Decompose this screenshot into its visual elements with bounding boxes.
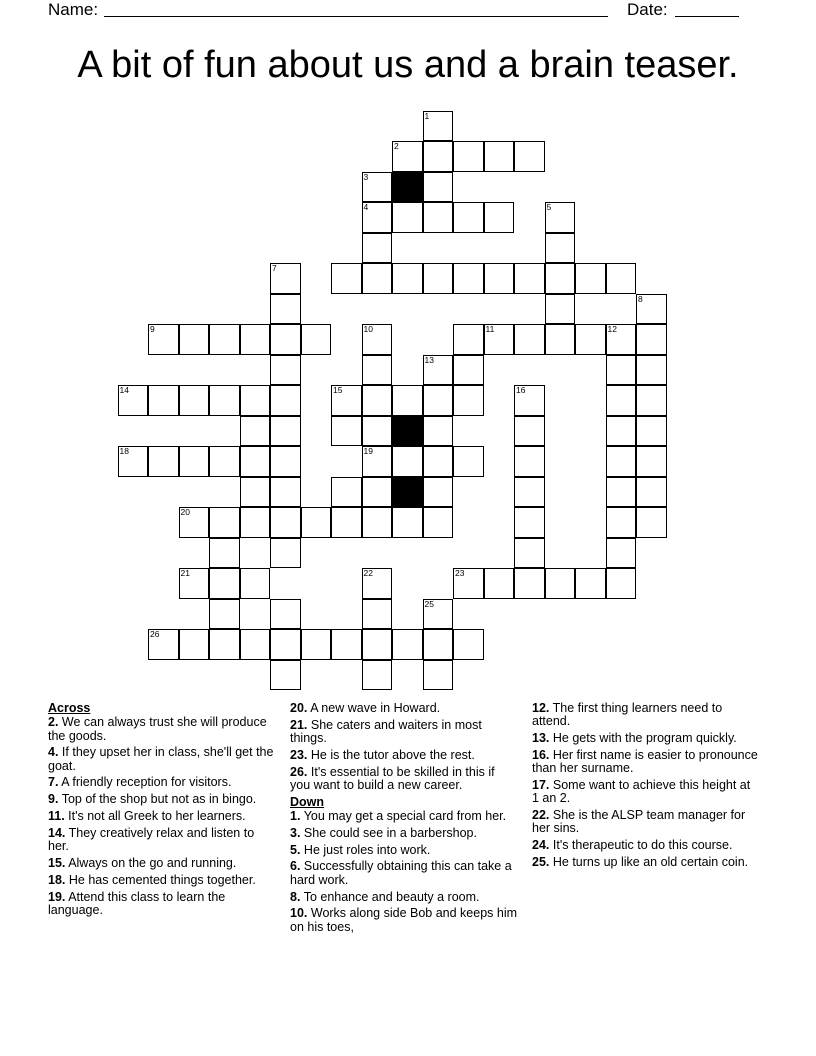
black-cell bbox=[392, 172, 423, 203]
black-cell bbox=[392, 477, 423, 508]
grid-cell[interactable] bbox=[331, 507, 362, 538]
grid-cell[interactable] bbox=[392, 263, 423, 294]
clue-number: 10 bbox=[363, 324, 373, 334]
clue-text: They creatively relax and listen to her. bbox=[48, 825, 255, 854]
grid-cell[interactable] bbox=[240, 446, 271, 477]
grid-cell[interactable] bbox=[484, 141, 515, 172]
grid-cell[interactable] bbox=[148, 385, 179, 416]
clue-item bbox=[290, 891, 518, 904]
grid-cell[interactable] bbox=[179, 385, 210, 416]
grid-cell[interactable] bbox=[636, 507, 667, 538]
clue-text: Always on the go and running. bbox=[68, 855, 237, 870]
clue-text: A new wave in Howard. bbox=[310, 701, 441, 715]
grid-cell[interactable] bbox=[179, 507, 210, 538]
grid-cell[interactable] bbox=[179, 446, 210, 477]
clue-number: 23 bbox=[455, 568, 465, 578]
clue-text: He has cemented things together. bbox=[68, 872, 256, 887]
grid-cell[interactable] bbox=[453, 568, 484, 599]
grid-cell[interactable] bbox=[270, 294, 301, 325]
clue-num: 19. bbox=[48, 889, 66, 904]
grid-cell[interactable] bbox=[423, 477, 454, 508]
clue-item bbox=[532, 839, 760, 852]
grid-cell[interactable] bbox=[514, 324, 545, 355]
grid-cell[interactable] bbox=[209, 538, 240, 569]
grid-cell[interactable] bbox=[270, 629, 301, 660]
grid-cell[interactable] bbox=[514, 141, 545, 172]
grid-cell[interactable] bbox=[606, 477, 637, 508]
grid-cell[interactable] bbox=[545, 202, 576, 233]
clue-text: Successfully obtaining this can take a hard work. bbox=[290, 859, 512, 887]
clue-num: 1. bbox=[290, 809, 301, 824]
clue-num: 24. bbox=[532, 838, 550, 853]
grid-cell[interactable] bbox=[362, 385, 393, 416]
grid-cell[interactable] bbox=[423, 507, 454, 538]
grid-cell[interactable] bbox=[423, 172, 454, 203]
clue-item bbox=[290, 827, 518, 840]
clue-number: 11 bbox=[485, 324, 495, 334]
clue-num: 5. bbox=[290, 842, 301, 857]
clue-number: 21 bbox=[180, 568, 190, 578]
grid-cell[interactable] bbox=[423, 385, 454, 416]
clue-item bbox=[532, 856, 760, 869]
grid-cell[interactable] bbox=[240, 629, 271, 660]
grid-cell[interactable] bbox=[636, 385, 667, 416]
grid-cell[interactable] bbox=[514, 477, 545, 508]
grid-cell[interactable] bbox=[423, 629, 454, 660]
grid-cell[interactable] bbox=[453, 141, 484, 172]
clue-number: 7 bbox=[272, 263, 277, 273]
grid-cell[interactable] bbox=[118, 385, 149, 416]
name-label: Name: bbox=[48, 0, 99, 19]
grid-cell[interactable] bbox=[545, 233, 576, 264]
grid-cell[interactable] bbox=[484, 324, 515, 355]
grid-cell[interactable] bbox=[240, 507, 271, 538]
clue-number: 4 bbox=[363, 202, 369, 212]
grid-cell[interactable] bbox=[331, 629, 362, 660]
grid-cell[interactable] bbox=[453, 355, 484, 386]
grid-cell[interactable] bbox=[270, 263, 301, 294]
grid-cell[interactable] bbox=[179, 568, 210, 599]
clue-item bbox=[48, 776, 276, 789]
clue-item bbox=[290, 907, 518, 934]
down-heading: Down bbox=[290, 794, 325, 809]
grid-cell[interactable] bbox=[423, 416, 454, 447]
grid-cell[interactable] bbox=[636, 355, 667, 386]
clue-number: 26 bbox=[150, 629, 160, 639]
across-heading: Across bbox=[48, 701, 91, 715]
clue-item bbox=[532, 809, 760, 836]
grid-cell[interactable] bbox=[362, 660, 393, 691]
clue-text: We can always trust she will produce the goods. bbox=[48, 715, 267, 743]
clue-num: 17. bbox=[532, 777, 550, 792]
grid-cell[interactable] bbox=[362, 568, 393, 599]
grid-cell[interactable] bbox=[453, 324, 484, 355]
clue-text: It's therapeutic to do this course. bbox=[552, 838, 733, 853]
grid-cell[interactable] bbox=[240, 416, 271, 447]
grid-cell[interactable] bbox=[636, 294, 667, 325]
grid-cell[interactable] bbox=[392, 385, 423, 416]
grid-cell[interactable] bbox=[484, 263, 515, 294]
grid-cell[interactable] bbox=[331, 416, 362, 447]
clue-text: He turns up like an old certain coin. bbox=[552, 854, 749, 869]
grid-cell[interactable] bbox=[301, 629, 332, 660]
grid-cell[interactable] bbox=[270, 446, 301, 477]
clue-item bbox=[290, 702, 518, 715]
clue-text: Her first name is easier to pronounce than her surname. bbox=[532, 747, 758, 776]
grid-cell[interactable] bbox=[514, 385, 545, 416]
grid-cell[interactable] bbox=[636, 324, 667, 355]
grid-cell[interactable] bbox=[209, 599, 240, 630]
clue-item bbox=[290, 766, 518, 793]
clue-text: Top of the shop but not as in bingo. bbox=[61, 792, 257, 807]
clue-num: 14. bbox=[48, 825, 66, 840]
clues-column-2 bbox=[290, 702, 518, 937]
grid-cell[interactable] bbox=[606, 416, 637, 447]
grid-cell[interactable] bbox=[148, 324, 179, 355]
grid-cell[interactable] bbox=[270, 599, 301, 630]
grid-cell[interactable] bbox=[392, 202, 423, 233]
grid-cell[interactable] bbox=[209, 568, 240, 599]
grid-cell[interactable] bbox=[545, 294, 576, 325]
grid-cell[interactable] bbox=[209, 385, 240, 416]
grid-cell[interactable] bbox=[362, 477, 393, 508]
grid-cell[interactable] bbox=[362, 263, 393, 294]
grid-cell[interactable] bbox=[423, 660, 454, 691]
clue-number: 20 bbox=[180, 507, 190, 517]
clue-num: 6. bbox=[290, 859, 301, 874]
grid-cell[interactable] bbox=[392, 141, 423, 172]
grid-cell[interactable] bbox=[423, 111, 454, 142]
grid-cell[interactable] bbox=[148, 629, 179, 660]
grid-cell[interactable] bbox=[270, 416, 301, 447]
grid-cell[interactable] bbox=[636, 477, 667, 508]
clues-column-1 bbox=[48, 702, 276, 921]
grid-cell[interactable] bbox=[606, 355, 637, 386]
grid-cell[interactable] bbox=[606, 507, 637, 538]
clue-item bbox=[48, 716, 276, 743]
clue-num: 26. bbox=[290, 764, 308, 779]
clue-text: She caters and waiters in most things. bbox=[290, 717, 482, 746]
clue-text: The first thing learners need to attend. bbox=[532, 701, 723, 729]
grid-cell[interactable] bbox=[209, 507, 240, 538]
grid-cell[interactable] bbox=[514, 263, 545, 294]
grid-cell[interactable] bbox=[514, 507, 545, 538]
clue-num: 21. bbox=[290, 717, 308, 732]
grid-cell[interactable] bbox=[392, 629, 423, 660]
grid-cell[interactable] bbox=[209, 324, 240, 355]
clue-text: She is the ALSP team manager for her sins. bbox=[532, 808, 746, 836]
clue-number: 12 bbox=[607, 324, 617, 334]
clue-item bbox=[532, 749, 760, 776]
clue-num: 15. bbox=[48, 855, 66, 870]
grid-cell[interactable] bbox=[301, 507, 332, 538]
grid-cell[interactable] bbox=[270, 538, 301, 569]
grid-cell[interactable] bbox=[575, 568, 606, 599]
grid-cell[interactable] bbox=[362, 416, 393, 447]
grid-cell[interactable] bbox=[392, 446, 423, 477]
grid-cell[interactable] bbox=[484, 568, 515, 599]
grid-cell[interactable] bbox=[606, 385, 637, 416]
grid-cell[interactable] bbox=[362, 507, 393, 538]
clue-number: 25 bbox=[424, 598, 434, 609]
clue-num: 20. bbox=[290, 701, 308, 715]
grid-cell[interactable] bbox=[179, 629, 210, 660]
grid-cell[interactable] bbox=[423, 355, 454, 386]
grid-cell[interactable] bbox=[514, 446, 545, 477]
grid-cell[interactable] bbox=[362, 202, 393, 233]
grid-cell[interactable] bbox=[240, 568, 271, 599]
grid-cell[interactable] bbox=[270, 477, 301, 508]
grid-cell[interactable] bbox=[606, 538, 637, 569]
grid-cell[interactable] bbox=[423, 141, 454, 172]
grid-cell[interactable] bbox=[545, 324, 576, 355]
clue-number: 22 bbox=[363, 568, 373, 578]
grid-cell[interactable] bbox=[423, 599, 454, 630]
clue-item bbox=[290, 719, 518, 746]
grid-cell[interactable] bbox=[362, 355, 393, 386]
clue-number: 13 bbox=[424, 354, 434, 365]
clue-text: He is the tutor above the rest. bbox=[310, 747, 475, 762]
grid-cell[interactable] bbox=[240, 385, 271, 416]
clue-num: 16. bbox=[532, 747, 550, 762]
clue-item bbox=[48, 810, 276, 823]
grid-cell[interactable] bbox=[209, 629, 240, 660]
clue-item bbox=[48, 857, 276, 870]
clue-num: 10. bbox=[290, 906, 308, 921]
grid-cell[interactable] bbox=[240, 324, 271, 355]
clue-number: 8 bbox=[638, 293, 643, 304]
clue-text: He gets with the program quickly. bbox=[552, 731, 737, 746]
grid-cell[interactable] bbox=[453, 629, 484, 660]
grid-cell[interactable] bbox=[453, 202, 484, 233]
grid-cell[interactable] bbox=[636, 416, 667, 447]
clue-text: Works along side Bob and keeps him on his toes, bbox=[290, 906, 518, 934]
clue-item bbox=[48, 746, 276, 773]
clue-num: 2. bbox=[48, 715, 59, 730]
grid-cell[interactable] bbox=[209, 446, 240, 477]
clue-item bbox=[48, 827, 276, 854]
clue-number: 15 bbox=[333, 385, 343, 395]
grid-cell[interactable] bbox=[606, 324, 637, 355]
clue-num: 3. bbox=[290, 825, 301, 840]
grid-cell[interactable] bbox=[331, 385, 362, 416]
clue-number: 1 bbox=[424, 110, 430, 121]
grid-cell[interactable] bbox=[270, 355, 301, 386]
clue-num: 22. bbox=[532, 808, 550, 823]
clue-text: To enhance and beauty a room. bbox=[303, 889, 480, 904]
clue-text: It's essential to be skilled in this if you want to build a new career. bbox=[290, 764, 495, 792]
grid-cell[interactable] bbox=[514, 568, 545, 599]
grid-cell[interactable] bbox=[301, 324, 332, 355]
clue-number: 18 bbox=[119, 446, 129, 456]
black-cell bbox=[392, 416, 423, 447]
clue-number: 14 bbox=[119, 385, 129, 395]
grid-cell[interactable] bbox=[118, 446, 149, 477]
clue-num: 4. bbox=[48, 745, 59, 760]
clue-item bbox=[48, 793, 276, 806]
grid-cell[interactable] bbox=[362, 629, 393, 660]
clue-item bbox=[290, 844, 518, 857]
clues-column-3 bbox=[532, 702, 760, 873]
clue-text: He just roles into work. bbox=[303, 842, 431, 857]
clue-number: 9 bbox=[150, 324, 155, 334]
clue-text: It's not all Greek to her learners. bbox=[68, 809, 246, 824]
clue-item bbox=[290, 810, 518, 823]
clue-text: If they upset her in class, she'll get the goat. bbox=[48, 745, 274, 773]
grid-cell[interactable] bbox=[270, 324, 301, 355]
clue-number: 5 bbox=[546, 202, 552, 212]
clue-num: 18. bbox=[48, 872, 66, 887]
grid-cell[interactable] bbox=[362, 599, 393, 630]
clue-num: 13. bbox=[532, 731, 550, 746]
clue-text: A friendly reception for visitors. bbox=[61, 775, 232, 790]
clue-num: 11. bbox=[48, 809, 65, 824]
grid-cell[interactable] bbox=[362, 172, 393, 203]
grid-cell[interactable] bbox=[270, 385, 301, 416]
grid-cell[interactable] bbox=[148, 446, 179, 477]
clue-num: 25. bbox=[532, 854, 550, 869]
clue-num: 23. bbox=[290, 747, 308, 762]
grid-cell[interactable] bbox=[362, 324, 393, 355]
grid-cell[interactable] bbox=[453, 385, 484, 416]
clue-number: 19 bbox=[363, 446, 373, 456]
clue-num: 7. bbox=[48, 775, 59, 790]
grid-cell[interactable] bbox=[362, 233, 393, 264]
clue-item bbox=[532, 702, 760, 729]
clue-number: 3 bbox=[363, 171, 369, 182]
clue-num: 8. bbox=[290, 889, 301, 904]
grid-cell[interactable] bbox=[423, 202, 454, 233]
grid-cell[interactable] bbox=[514, 416, 545, 447]
grid-cell[interactable] bbox=[392, 507, 423, 538]
clue-num: 12. bbox=[532, 701, 550, 715]
grid-cell[interactable] bbox=[423, 446, 454, 477]
clue-text: Some want to achieve this height at 1 an 2. bbox=[532, 777, 751, 806]
grid-cell[interactable] bbox=[423, 263, 454, 294]
clue-item bbox=[532, 732, 760, 745]
grid-cell[interactable] bbox=[606, 568, 637, 599]
grid-cell[interactable] bbox=[514, 538, 545, 569]
clue-item bbox=[48, 891, 276, 918]
grid-cell[interactable] bbox=[331, 263, 362, 294]
grid-cell[interactable] bbox=[606, 263, 637, 294]
grid-cell[interactable] bbox=[636, 446, 667, 477]
grid-cell[interactable] bbox=[179, 324, 210, 355]
clue-item bbox=[532, 779, 760, 806]
grid-cell[interactable] bbox=[270, 660, 301, 691]
page-title: A bit of fun about us and a brain teaser. bbox=[77, 44, 739, 86]
grid-cell[interactable] bbox=[545, 263, 576, 294]
grid-cell[interactable] bbox=[362, 446, 393, 477]
grid-cell[interactable] bbox=[575, 263, 606, 294]
clue-text: Attend this class to learn the language. bbox=[48, 889, 226, 917]
grid-cell[interactable] bbox=[453, 446, 484, 477]
clue-num: 9. bbox=[48, 792, 59, 807]
clue-item bbox=[290, 749, 518, 762]
clue-number: 16 bbox=[516, 385, 526, 395]
grid-cell[interactable] bbox=[270, 507, 301, 538]
clue-number: 2 bbox=[394, 141, 399, 151]
grid-cell[interactable] bbox=[575, 324, 606, 355]
grid-cell[interactable] bbox=[331, 477, 362, 508]
grid-cell[interactable] bbox=[453, 263, 484, 294]
grid-cell[interactable] bbox=[240, 477, 271, 508]
clue-text: You may get a special card from her. bbox=[303, 809, 507, 824]
date-label: Date: bbox=[627, 0, 668, 19]
grid-cell[interactable] bbox=[545, 568, 576, 599]
grid-cell[interactable] bbox=[606, 446, 637, 477]
clue-item bbox=[290, 860, 518, 887]
grid-cell[interactable] bbox=[484, 202, 515, 233]
clue-item bbox=[48, 874, 276, 887]
clue-text: She could see in a barbershop. bbox=[303, 825, 477, 840]
